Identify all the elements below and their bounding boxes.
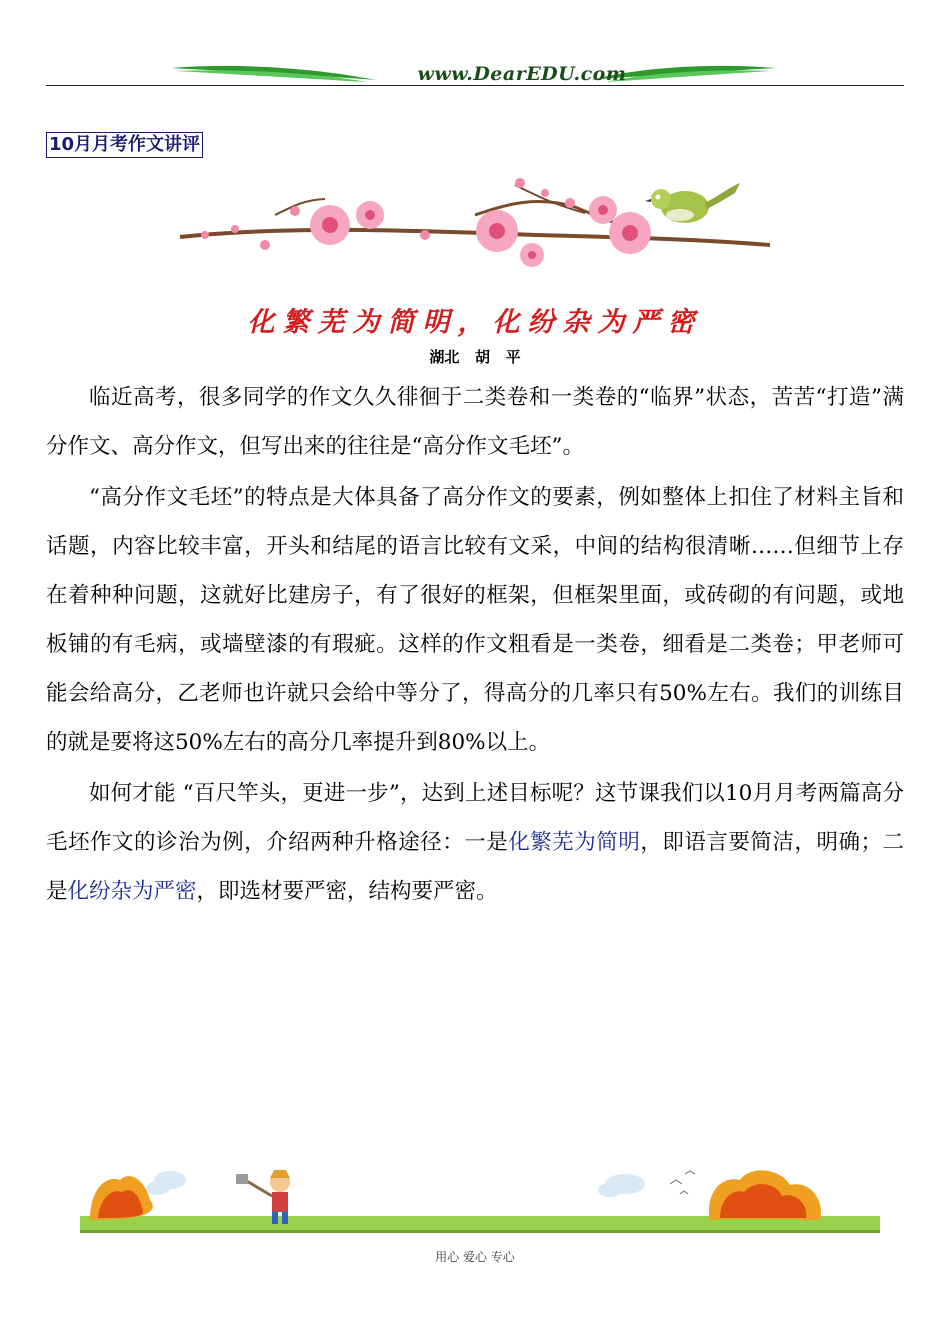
highlight-phrase: 化繁芜为简明 xyxy=(508,830,641,855)
blossom-icon xyxy=(609,212,651,254)
bird-icon xyxy=(645,183,740,223)
article-title: 化繁芜为简明，化纷杂为严密 xyxy=(247,307,703,338)
site-url: www.DearEDU.com xyxy=(417,63,627,85)
blossom-icon xyxy=(356,201,384,229)
autumn-tree-icon xyxy=(90,1176,153,1220)
paragraph: “高分作文毛坯”的特点是大体具备了高分作文的要素，例如整体上扣住了材料主旨和话题，内容比较丰富，开头和结尾的语言比较有文采，中间的结构很清晰……但细节上存在着种种问题，这就好比建房子，有了很好的框架，但框架里面，或砖砌的有问题，或地板铺的有毛病，或墙壁漆的有瑕疵。这样的作文粗看是一类卷，细看是二类卷；甲老师可能会给高分，乙老师也许就只会给中等分了，得高分的几率只有50%左右。我们的训练目的就是要将这50%左右的高分几率提升到80%以上。 xyxy=(46,485,904,755)
paragraph-text: ，即选材要严密，结构要严密。 xyxy=(196,879,498,904)
article-author: 湖北 胡 平 xyxy=(429,348,521,366)
blossom-icon xyxy=(476,210,518,252)
paragraph-text: 如何才能 “百尺竿头，更进一步”，达到上述目标呢？这节课我们以10月月考两篇高分毛坯作文的诊治为例，介绍两种升格途径：一是 xyxy=(46,781,904,855)
footer-motto: 用心 爱心 专心 xyxy=(435,1250,515,1264)
cloud-icon xyxy=(598,1174,645,1197)
paragraph: 临近高考，很多同学的作文久久徘徊于二类卷和一类卷的“临界”状态，苦苦“打造”满分作文、高分作文，但写出来的往往是“高分作文毛坯”。 xyxy=(46,385,904,459)
blossom-icon xyxy=(310,205,350,245)
header-rule xyxy=(46,85,904,86)
blossom-icon xyxy=(520,243,544,267)
cloud-icon xyxy=(146,1171,186,1195)
footer-landscape-illustration xyxy=(80,1160,880,1240)
autumn-tree-icon xyxy=(709,1170,821,1220)
paragraph-text: ，即语言要简洁，明确；二是 xyxy=(46,830,904,904)
cartoon-boy-with-shovel-icon xyxy=(236,1170,290,1224)
plum-blossom-branch-illustration xyxy=(175,165,775,275)
birds-icon xyxy=(670,1171,695,1194)
article-body xyxy=(46,373,904,918)
highlight-phrase: 化纷杂为严密 xyxy=(67,879,197,904)
section-label: 10月月考作文讲评 xyxy=(46,132,203,158)
paragraph xyxy=(46,769,904,916)
page-header xyxy=(46,60,904,90)
blossom-icon xyxy=(589,196,617,224)
